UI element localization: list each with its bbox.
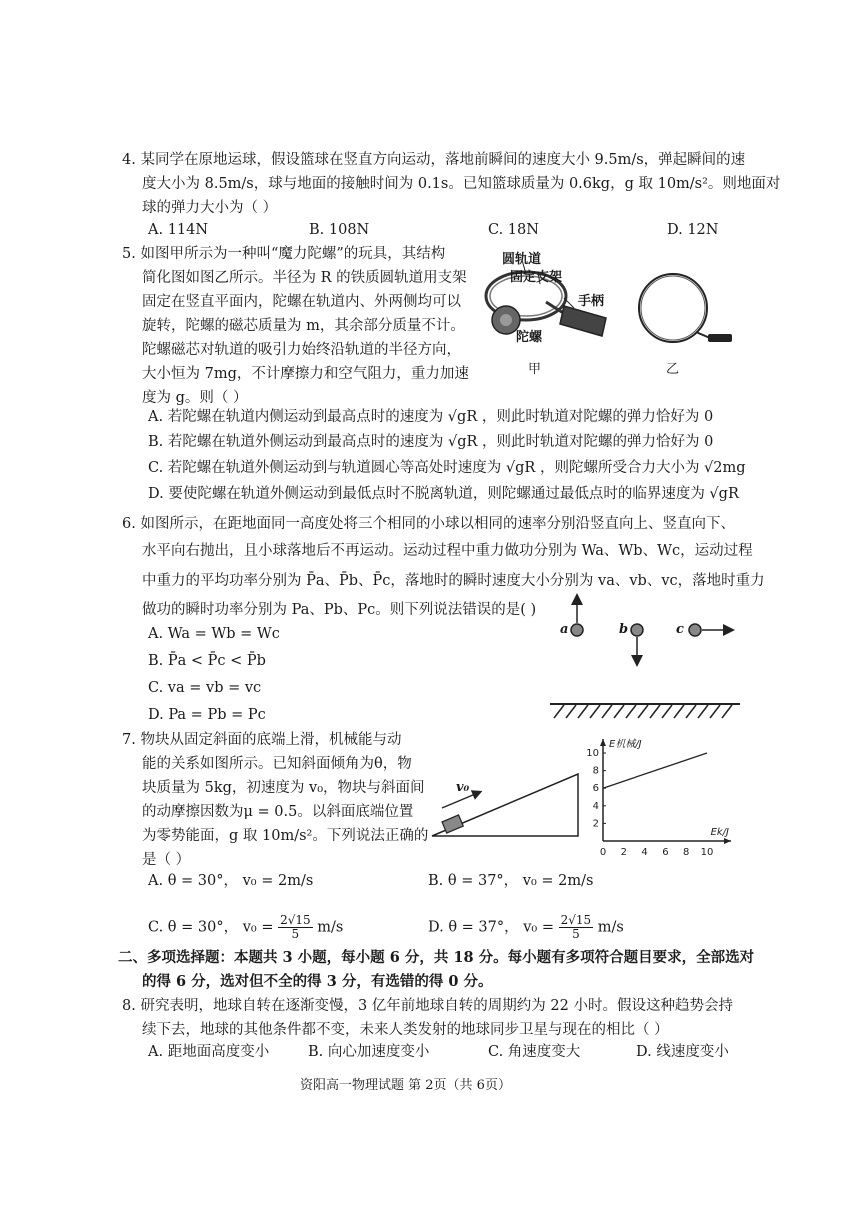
handle-bar xyxy=(708,334,732,342)
x-axis-label: Ek/J xyxy=(710,827,729,838)
q7-stem-line2: 能的关系如图所示。已知斜面倾角为θ，物 xyxy=(142,756,412,772)
fraction-numerator: 2√15 xyxy=(280,913,311,927)
ball-a xyxy=(571,624,583,636)
q7-stem-line6: 是（ ） xyxy=(142,852,191,868)
q5-stem-line4: 旋转，陀螺的磁芯质量为 m，其余部分质量不计。 xyxy=(142,318,465,334)
q5-option-d[interactable]: D. 要使陀螺在轨道外侧运动到最低点时不脱离轨道，则陀螺通过最低点时的临界速度为 √gR xyxy=(148,486,739,502)
q5-stem-line5: 陀螺磁芯对轨道的吸引力始终沿轨道的半径方向， xyxy=(142,342,461,358)
q7-option-d[interactable] xyxy=(428,914,624,941)
q8-option-d[interactable]: D. 线速度变小 xyxy=(636,1044,729,1060)
q7-stem-line1: 7. 物块从固定斜面的底端上滑，机械能与动 xyxy=(122,732,402,748)
magic-top-photo-figure xyxy=(478,244,618,374)
fig-label-support: 固定支架 xyxy=(510,270,563,285)
support-bar xyxy=(696,332,710,338)
q5-option-b[interactable]: B. 若陀螺在轨道外侧运动到最高点时的速度为 √gR ，则此时轨道对陀螺的弹力恰好为 0 xyxy=(148,434,714,450)
q5-stem-line3: 固定在竖直平面内，陀螺在轨道内、外两侧均可以 xyxy=(142,294,461,310)
energy-chart xyxy=(585,735,745,860)
q6-stem-line2: 水平向右抛出，且小球落地后不再运动。运动过程中重力做功分别为 Wa、Wb、Wc，运动过程 xyxy=(142,543,753,559)
ball-a-label: a xyxy=(560,622,569,637)
y-tick-label: 8 xyxy=(592,765,599,777)
y-tick-label: 6 xyxy=(592,783,599,795)
q7-option-a[interactable]: A. θ = 30°， v₀ = 2m/s xyxy=(148,873,314,889)
ball-c-label: c xyxy=(676,622,684,637)
y-tick-label: 4 xyxy=(592,800,599,812)
q5-option-a[interactable]: A. 若陀螺在轨道内侧运动到最高点时的速度为 √gR ，则此时轨道对陀螺的弹力恰好为 0 xyxy=(148,409,714,425)
v0-label: v₀ xyxy=(456,780,470,795)
q6-stem-line4: 做功的瞬时功率分别为 Pa、Pb、Pc。则下列说法错误的是( ) xyxy=(142,602,537,618)
fraction-numerator: 2√15 xyxy=(560,913,592,927)
ball-b xyxy=(631,624,643,636)
q7-option-c[interactable] xyxy=(148,914,343,941)
q7-option-d-unit: m/s xyxy=(597,919,624,936)
q8-option-b[interactable]: B. 向心加速度变小 xyxy=(308,1044,430,1060)
q7-option-d-fraction xyxy=(559,914,594,941)
q8-stem-line2: 续下去，地球的其他条件都不变，未来人类发射的地球同步卫星与现在的相比（ ） xyxy=(142,1022,669,1038)
q7-stem-line5: 为零势能面，g 取 10m/s²。下列说法正确的 xyxy=(142,828,429,844)
x-tick-label: 4 xyxy=(641,847,648,858)
q8-option-c[interactable]: C. 角速度变大 xyxy=(488,1044,581,1060)
q7-stem-line4: 的动摩擦因数为μ = 0.5。以斜面底端位置 xyxy=(142,804,414,820)
q7-option-c-unit: m/s xyxy=(317,919,344,936)
q6-option-a[interactable]: A. Wa = Wb = Wc xyxy=(148,626,280,642)
fig-label-top: 陀螺 xyxy=(516,330,543,345)
x-tick-label: 10 xyxy=(700,847,714,858)
q7-option-c-fraction xyxy=(278,914,313,941)
handle-shape xyxy=(560,306,606,336)
fig-label-track: 圆轨道 xyxy=(502,252,542,267)
q4-option-a[interactable]: A. 114N xyxy=(148,222,209,238)
q5-stem-line1: 5. 如图甲所示为一种叫“魔力陀螺”的玩具，其结构 xyxy=(122,246,446,262)
x-tick-label: 6 xyxy=(662,847,669,858)
ball-b-label: b xyxy=(619,622,629,637)
incline-figure xyxy=(428,770,588,842)
fig-caption-yi: 乙 xyxy=(666,362,680,377)
q8-option-a[interactable]: A. 距地面高度变小 xyxy=(148,1044,270,1060)
y-tick-label: 10 xyxy=(586,748,599,759)
y-tick-label: 2 xyxy=(592,818,599,830)
q5-stem-line2: 简化图如图乙所示。半径为 R 的铁质圆轨道用支架 xyxy=(142,270,467,286)
q7-option-d-prefix: D. θ = 37°， v₀ = xyxy=(428,919,554,936)
q6-stem-line1: 6. 如图所示，在距地面同一高度处将三个相同的小球以相同的速率分别沿竖直向上、竖直向下、 xyxy=(122,516,735,532)
q5-option-c[interactable]: C. 若陀螺在轨道外侧运动到与轨道圆心等高处时速度为 √gR ，则陀螺所受合力大小为 √2mg xyxy=(148,460,746,476)
simplified-track-figure xyxy=(630,264,740,364)
ball-c xyxy=(689,624,701,636)
x-tick-label: 2 xyxy=(620,847,627,858)
fig-label-handle: 手柄 xyxy=(578,294,605,309)
q4-option-b[interactable]: B. 108N xyxy=(309,222,370,238)
x-tick-label: 8 xyxy=(683,847,690,858)
q6-option-d[interactable]: D. Pa = Pb = Pc xyxy=(148,707,266,723)
q6-option-c[interactable]: C. va = vb = vc xyxy=(148,680,262,696)
block xyxy=(442,815,463,833)
section2-heading-line2: 的得 6 分，选对但不全的得 3 分，有选错的得 0 分。 xyxy=(142,973,493,990)
q5-stem-line6: 大小恒为 7mg，不计摩擦力和空气阻力，重力加速 xyxy=(142,366,469,382)
fraction-denominator: 5 xyxy=(291,927,300,941)
q4-stem-line3: 球的弹力大小为（ ） xyxy=(142,200,278,216)
series-line xyxy=(603,753,707,788)
q4-option-c[interactable]: C. 18N xyxy=(488,222,539,238)
q7-option-b[interactable]: B. θ = 37°， v₀ = 2m/s xyxy=(428,873,594,889)
q7-option-c-prefix: C. θ = 30°， v₀ = xyxy=(148,919,274,936)
three-balls-figure xyxy=(550,588,745,723)
y-axis-arrow xyxy=(600,739,606,746)
q6-option-b[interactable]: B. P̄a < P̄c < P̄b xyxy=(148,653,266,669)
fraction-denominator: 5 xyxy=(572,927,580,941)
y-axis-label: E机械/J xyxy=(609,739,642,750)
q5-stem-line7: 度为 g。则（ ） xyxy=(142,390,248,406)
x-tick-label: 0 xyxy=(599,847,607,858)
section2-heading-line1: 二、多项选择题：本题共 3 小题，每小题 6 分，共 18 分。每小题有多项符合题目要求，全部选对 xyxy=(118,949,755,966)
q4-stem-line1: 4. 某同学在原地运球，假设篮球在竖直方向运动，落地前瞬间的速度大小 9.5m/s，弹起瞬间的速 xyxy=(122,152,746,168)
q7-stem-line3: 块质量为 5kg，初速度为 v₀，物块与斜面间 xyxy=(142,780,425,796)
q4-option-d[interactable]: D. 12N xyxy=(667,222,719,238)
x-axis-arrow xyxy=(724,838,731,844)
q8-stem-line1: 8. 研究表明，地球自转在逐渐变慢，3 亿年前地球自转的周期约为 22 小时。假设这种趋势会持 xyxy=(122,998,733,1014)
q6-stem-line3: 中重力的平均功率分别为 P̄a、P̄b、P̄c，落地时的瞬时速度大小分别为 va、vb、vc，落地时重力 xyxy=(142,573,765,589)
q4-stem-line2: 度大小为 8.5m/s，球与地面的接触时间为 0.1s。已知篮球质量为 0.6kg，g 取 10m/s²。则地面对 xyxy=(142,176,781,192)
page-footer: 资阳高一物理试题 第 2页（共 6页） xyxy=(300,1078,511,1093)
fig-caption-jia: 甲 xyxy=(528,362,542,377)
